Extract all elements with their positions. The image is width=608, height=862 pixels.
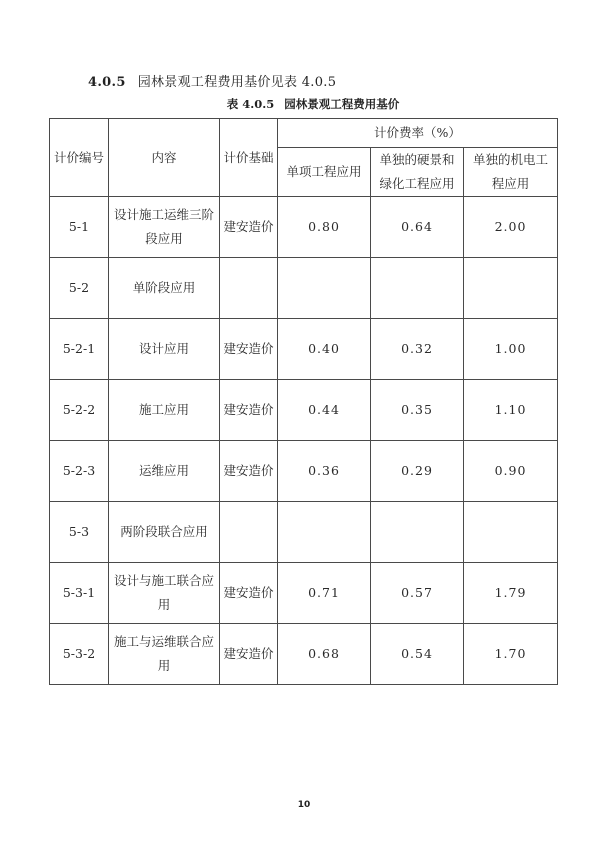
cell-basis: [220, 258, 278, 319]
cell-rate-hardscape-greening: 0.29: [371, 441, 464, 502]
header-rate-single-project: 单项工程应用: [278, 148, 371, 197]
cell-content: 运维应用: [109, 441, 220, 502]
cell-rate-hardscape-greening: [371, 502, 464, 563]
table-row: [50, 502, 558, 563]
cell-code: 5-3-2: [50, 624, 109, 685]
cell-rate-mep: 1.79: [464, 563, 558, 624]
section-title: 园林景观工程费用基价见表 4.0.5: [137, 75, 337, 90]
cell-content: 单阶段应用: [109, 258, 220, 319]
cell-rate-mep: 0.90: [464, 441, 558, 502]
header-content: 内容: [109, 119, 220, 197]
cell-rate-mep: 1.00: [464, 319, 558, 380]
cell-rate-single-project: [278, 258, 371, 319]
cell-rate-single-project: 0.36: [278, 441, 371, 502]
cell-rate-mep: 2.00: [464, 197, 558, 258]
cell-rate-hardscape-greening: 0.32: [371, 319, 464, 380]
table-row: [50, 197, 558, 258]
table-row: [50, 258, 558, 319]
section-number: 4.0.5: [88, 75, 126, 90]
table-row: [50, 624, 558, 685]
cell-rate-hardscape-greening: 0.35: [371, 380, 464, 441]
cell-code: 5-3-1: [50, 563, 109, 624]
cell-rate-hardscape-greening: 0.54: [371, 624, 464, 685]
header-rate-mep: 单独的机电工程应用: [464, 148, 558, 197]
cell-rate-single-project: [278, 502, 371, 563]
cell-rate-mep: 1.70: [464, 624, 558, 685]
page-number: 10: [297, 800, 311, 810]
cell-rate-single-project: 0.68: [278, 624, 371, 685]
header-basis: 计价基础: [220, 119, 278, 197]
cell-rate-hardscape-greening: 0.57: [371, 563, 464, 624]
cell-basis: 建安造价: [220, 197, 278, 258]
table-caption: [0, 96, 608, 112]
table-row: [50, 563, 558, 624]
cell-basis: 建安造价: [220, 441, 278, 502]
cell-basis: 建安造价: [220, 380, 278, 441]
cell-content: 设计施工运维三阶段应用: [109, 197, 220, 258]
cell-rate-single-project: 0.80: [278, 197, 371, 258]
cell-rate-single-project: 0.40: [278, 319, 371, 380]
cell-basis: 建安造价: [220, 319, 278, 380]
cell-basis: 建安造价: [220, 624, 278, 685]
table-header-row: [50, 119, 558, 148]
cell-code: 5-2-2: [50, 380, 109, 441]
table-row: [50, 380, 558, 441]
header-code: 计价编号: [50, 119, 109, 197]
cell-code: 5-2-1: [50, 319, 109, 380]
pricing-table: [49, 118, 558, 685]
cell-content: 设计应用: [109, 319, 220, 380]
table-row: [50, 441, 558, 502]
cell-basis: [220, 502, 278, 563]
section-heading: [88, 71, 336, 90]
table-caption-title: 园林景观工程费用基价: [284, 97, 400, 111]
header-rate-group: 计价费率（%）: [278, 119, 558, 148]
cell-code: 5-2-3: [50, 441, 109, 502]
cell-rate-hardscape-greening: 0.64: [371, 197, 464, 258]
cell-code: 5-2: [50, 258, 109, 319]
cell-rate-mep: [464, 502, 558, 563]
header-rate-hardscape-greening: 单独的硬景和绿化工程应用: [371, 148, 464, 197]
cell-rate-single-project: 0.44: [278, 380, 371, 441]
table-row: [50, 319, 558, 380]
cell-content: 施工应用: [109, 380, 220, 441]
table-caption-number: 表 4.0.5: [226, 97, 275, 111]
cell-content: 施工与运维联合应用: [109, 624, 220, 685]
cell-rate-mep: [464, 258, 558, 319]
cell-basis: 建安造价: [220, 563, 278, 624]
cell-code: 5-1: [50, 197, 109, 258]
cell-rate-mep: 1.10: [464, 380, 558, 441]
cell-code: 5-3: [50, 502, 109, 563]
cell-rate-hardscape-greening: [371, 258, 464, 319]
cell-content: 设计与施工联合应用: [109, 563, 220, 624]
cell-rate-single-project: 0.71: [278, 563, 371, 624]
cell-content: 两阶段联合应用: [109, 502, 220, 563]
